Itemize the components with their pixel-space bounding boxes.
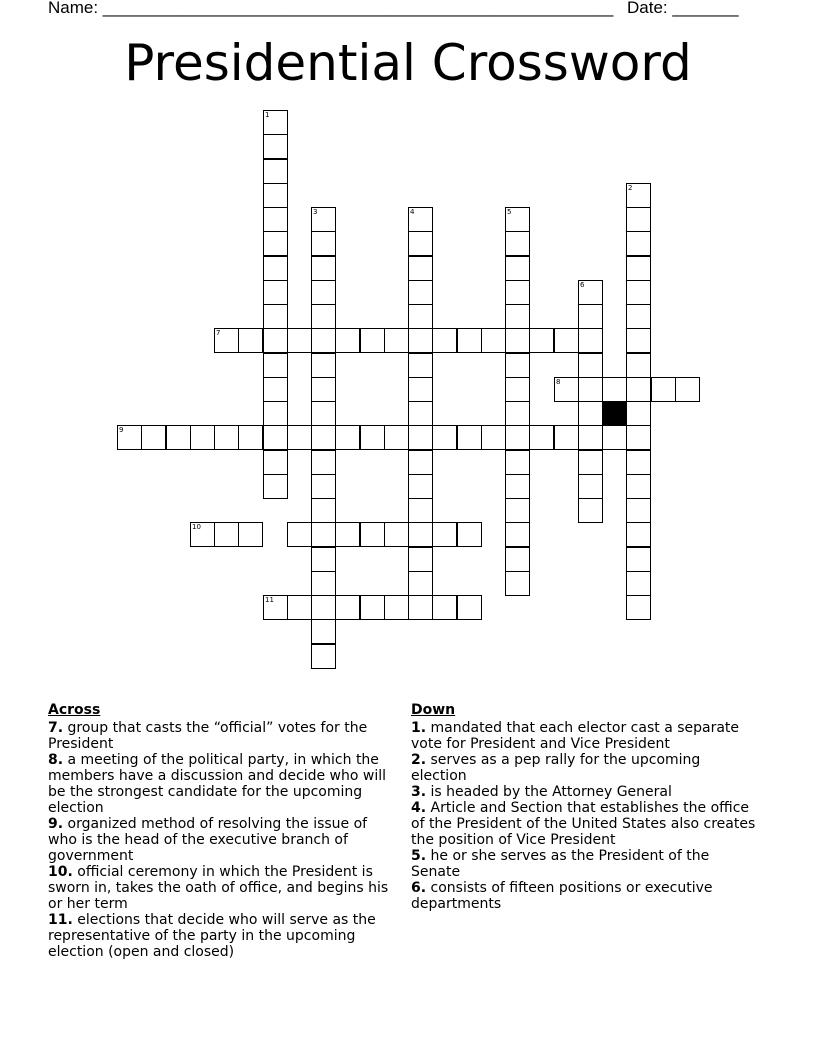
crossword-cell[interactable] (554, 377, 579, 402)
clue-text: elections that decide who will serve as the representative of the party in the upcoming election (open and closed) (48, 912, 376, 960)
clue-number-label: 3. (411, 784, 427, 800)
crossword-cell[interactable] (141, 425, 166, 450)
crossword-cell[interactable] (214, 522, 239, 547)
across-clues (48, 702, 393, 960)
crossword-cell[interactable] (578, 474, 603, 499)
crossword-cell[interactable] (311, 571, 336, 596)
crossword-cell[interactable] (408, 547, 433, 572)
down-clue (411, 752, 756, 784)
crossword-cell[interactable] (408, 425, 433, 450)
crossword-cell[interactable] (408, 595, 433, 620)
crossword-cell[interactable] (408, 522, 433, 547)
clue-number: 11 (265, 596, 274, 604)
crossword-cell[interactable] (626, 547, 651, 572)
crossword-cell[interactable] (626, 256, 651, 281)
clue-text: mandated that each elector cast a separate vote for President and Vice President (411, 720, 740, 752)
clue-number-label: 1. (411, 720, 427, 736)
crossword-cell[interactable] (190, 425, 215, 450)
crossword-cell[interactable] (529, 328, 554, 353)
crossword-cell[interactable] (408, 474, 433, 499)
crossword-cell[interactable] (360, 595, 385, 620)
crossword-cell[interactable] (408, 450, 433, 475)
crossword-cell[interactable] (263, 231, 288, 256)
crossword-cell[interactable] (505, 280, 530, 305)
crossword-cell[interactable] (505, 304, 530, 329)
crossword-cell[interactable] (311, 547, 336, 572)
crossword-cell[interactable] (626, 280, 651, 305)
crossword-cell[interactable] (505, 522, 530, 547)
crossword-cell[interactable] (651, 377, 676, 402)
across-clue (48, 720, 393, 752)
crossword-cell[interactable] (578, 377, 603, 402)
name-field-label: Name: ______________________________________________________ (48, 0, 614, 17)
crossword-cell[interactable] (263, 401, 288, 426)
crossword-cell[interactable] (408, 304, 433, 329)
crossword-cell[interactable] (457, 328, 482, 353)
clue-text: Article and Section that establishes the office of the President of the United States also creates the position of Vice President (411, 800, 756, 848)
clue-number: 7 (216, 329, 221, 337)
crossword-cell[interactable] (117, 425, 142, 450)
clue-text: a meeting of the political party, in which the members have a discussion and decide who will be the strongest candidate for the upcoming election (48, 752, 387, 816)
crossword-cell[interactable] (238, 425, 263, 450)
clue-number: 3 (313, 208, 318, 216)
crossword-cell[interactable] (457, 595, 482, 620)
crossword-cell[interactable] (626, 450, 651, 475)
crossword-cell[interactable] (335, 522, 360, 547)
crossword-cell[interactable] (554, 328, 579, 353)
crossword-cell[interactable] (578, 280, 603, 305)
clue-text: consists of fifteen positions or executive departments (411, 880, 713, 912)
down-clue (411, 880, 756, 912)
crossword-cell[interactable] (190, 522, 215, 547)
crossword-cell[interactable] (287, 522, 312, 547)
crossword-cell[interactable] (408, 571, 433, 596)
crossword-cell[interactable] (578, 450, 603, 475)
clue-number: 8 (556, 378, 561, 386)
clue-number: 10 (192, 523, 201, 531)
down-clue (411, 720, 756, 752)
crossword-cell[interactable] (626, 207, 651, 232)
crossword-cell[interactable] (578, 353, 603, 378)
clue-number: 2 (628, 184, 633, 192)
clue-text: he or she serves as the President of the Senate (411, 848, 710, 880)
crossword-cell[interactable] (214, 425, 239, 450)
crossword-cell[interactable] (626, 353, 651, 378)
crossword-cell[interactable] (626, 498, 651, 523)
crossword-cell[interactable] (505, 353, 530, 378)
crossword-cell[interactable] (311, 377, 336, 402)
crossword-cell[interactable] (311, 450, 336, 475)
crossword-cell[interactable] (384, 425, 409, 450)
crossword-cell[interactable] (335, 425, 360, 450)
crossword-cell[interactable] (384, 328, 409, 353)
crossword-cell[interactable] (263, 328, 288, 353)
crossword-cell[interactable] (505, 571, 530, 596)
crossword-cell[interactable] (626, 474, 651, 499)
crossword-cell[interactable] (626, 377, 651, 402)
across-clue (48, 864, 393, 912)
crossword-cell[interactable] (505, 256, 530, 281)
page-title: Presidential Crossword (124, 34, 692, 92)
crossword-cell[interactable] (457, 522, 482, 547)
clue-number: 9 (119, 426, 124, 434)
crossword-cell[interactable] (263, 377, 288, 402)
crossword-cell[interactable] (626, 304, 651, 329)
crossword-cell[interactable] (311, 353, 336, 378)
crossword-cell[interactable] (214, 328, 239, 353)
crossword-cell[interactable] (578, 304, 603, 329)
crossword-cell[interactable] (238, 328, 263, 353)
crossword-cell[interactable] (554, 425, 579, 450)
clue-text: official ceremony in which the President is sworn in, takes the oath of office, and begins his or her term (48, 864, 389, 912)
crossword-cell[interactable] (360, 522, 385, 547)
crossword-cell[interactable] (238, 522, 263, 547)
crossword-cell[interactable] (505, 377, 530, 402)
clue-number-label: 11. (48, 912, 73, 928)
crossword-cell[interactable] (505, 401, 530, 426)
clue-number-label: 2. (411, 752, 427, 768)
crossword-cell[interactable] (505, 425, 530, 450)
clue-number: 4 (410, 208, 415, 216)
across-clue (48, 816, 393, 864)
clue-number: 5 (507, 208, 512, 216)
crossword-cell[interactable] (311, 256, 336, 281)
crossword-cell[interactable] (263, 183, 288, 208)
down-clue (411, 848, 756, 880)
crossword-cell[interactable] (432, 425, 457, 450)
crossword-cell[interactable] (311, 207, 336, 232)
date-field-label: Date: _______ (627, 0, 739, 17)
crossword-cell[interactable] (263, 450, 288, 475)
crossword-cell[interactable] (263, 304, 288, 329)
crossword-cell[interactable] (287, 328, 312, 353)
clue-text: is headed by the Attorney General (430, 784, 672, 800)
crossword-cell[interactable] (263, 207, 288, 232)
crossword-cell[interactable] (384, 595, 409, 620)
clue-number-label: 8. (48, 752, 64, 768)
crossword-cell[interactable] (626, 522, 651, 547)
crossword-cell[interactable] (432, 595, 457, 620)
clue-text: organized method of resolving the issue of who is the head of the executive branch of government (48, 816, 368, 864)
crossword-cell[interactable] (408, 377, 433, 402)
crossword-cell[interactable] (311, 619, 336, 644)
clue-number-label: 5. (411, 848, 427, 864)
crossword-cell[interactable] (529, 425, 554, 450)
crossword-cell[interactable] (408, 256, 433, 281)
down-clue-list (411, 720, 756, 912)
down-clue (411, 800, 756, 848)
crossword-cell[interactable] (602, 425, 627, 450)
crossword-cell[interactable] (360, 328, 385, 353)
crossword-cell[interactable] (263, 353, 288, 378)
crossword-cell[interactable] (626, 231, 651, 256)
crossword-cell[interactable] (505, 328, 530, 353)
crossword-cell[interactable] (408, 207, 433, 232)
crossword-cell[interactable] (578, 425, 603, 450)
crossword-cell[interactable] (578, 401, 603, 426)
crossword-cell[interactable] (432, 328, 457, 353)
across-clue (48, 752, 393, 816)
crossword-cell[interactable] (457, 425, 482, 450)
crossword-cell[interactable] (263, 134, 288, 159)
crossword-cell[interactable] (287, 595, 312, 620)
crossword-cell[interactable] (311, 522, 336, 547)
crossword-cell[interactable] (311, 425, 336, 450)
crossword-cell[interactable] (408, 498, 433, 523)
crossword-cell[interactable] (263, 256, 288, 281)
crossword-cell[interactable] (408, 280, 433, 305)
crossword-black-cell (602, 401, 627, 426)
crossword-cell[interactable] (626, 595, 651, 620)
crossword-cell[interactable] (263, 280, 288, 305)
crossword-cell[interactable] (578, 328, 603, 353)
crossword-cell[interactable] (166, 425, 191, 450)
crossword-cell[interactable] (311, 401, 336, 426)
crossword-cell[interactable] (505, 547, 530, 572)
crossword-cell[interactable] (360, 425, 385, 450)
clue-number-label: 9. (48, 816, 64, 832)
clue-text: group that casts the “official” votes for the President (48, 720, 368, 752)
crossword-cell[interactable] (311, 328, 336, 353)
clue-number-label: 4. (411, 800, 427, 816)
crossword-cell[interactable] (335, 595, 360, 620)
crossword-cell[interactable] (578, 498, 603, 523)
crossword-cell[interactable] (311, 231, 336, 256)
crossword-cell[interactable] (505, 474, 530, 499)
crossword-cell[interactable] (626, 183, 651, 208)
crossword-cell[interactable] (408, 353, 433, 378)
down-clues (411, 702, 756, 912)
crossword-cell[interactable] (602, 377, 627, 402)
down-heading: Down (411, 702, 456, 718)
crossword-cell[interactable] (675, 377, 700, 402)
crossword-cell[interactable] (505, 498, 530, 523)
crossword-cell[interactable] (311, 474, 336, 499)
crossword-cell[interactable] (505, 231, 530, 256)
crossword-cell[interactable] (311, 304, 336, 329)
crossword-cell[interactable] (311, 498, 336, 523)
crossword-cell[interactable] (505, 207, 530, 232)
crossword-cell[interactable] (626, 401, 651, 426)
crossword-cell[interactable] (432, 522, 457, 547)
crossword-cell[interactable] (626, 328, 651, 353)
across-heading: Across (48, 702, 101, 718)
across-clue-list (48, 720, 393, 960)
clue-number-label: 6. (411, 880, 427, 896)
down-clue (411, 784, 756, 800)
clue-number: 1 (265, 111, 270, 119)
crossword-cell[interactable] (408, 401, 433, 426)
crossword-cell[interactable] (263, 474, 288, 499)
crossword-cell[interactable] (408, 328, 433, 353)
crossword-cell[interactable] (481, 425, 506, 450)
crossword-cell[interactable] (481, 328, 506, 353)
crossword-cell[interactable] (335, 328, 360, 353)
clue-number: 6 (580, 281, 585, 289)
crossword-cell[interactable] (263, 159, 288, 184)
crossword-cell[interactable] (311, 280, 336, 305)
across-clue (48, 912, 393, 960)
crossword-cell[interactable] (263, 110, 288, 135)
crossword-cell[interactable] (263, 595, 288, 620)
crossword-cell[interactable] (287, 425, 312, 450)
crossword-cell[interactable] (311, 644, 336, 669)
crossword-cell[interactable] (263, 425, 288, 450)
crossword-cell[interactable] (626, 425, 651, 450)
crossword-cell[interactable] (408, 231, 433, 256)
crossword-cell[interactable] (311, 595, 336, 620)
crossword-cell[interactable] (384, 522, 409, 547)
crossword-cell[interactable] (505, 450, 530, 475)
clue-number-label: 10. (48, 864, 73, 880)
clue-number-label: 7. (48, 720, 64, 736)
clue-text: serves as a pep rally for the upcoming election (411, 752, 701, 784)
crossword-cell[interactable] (626, 571, 651, 596)
